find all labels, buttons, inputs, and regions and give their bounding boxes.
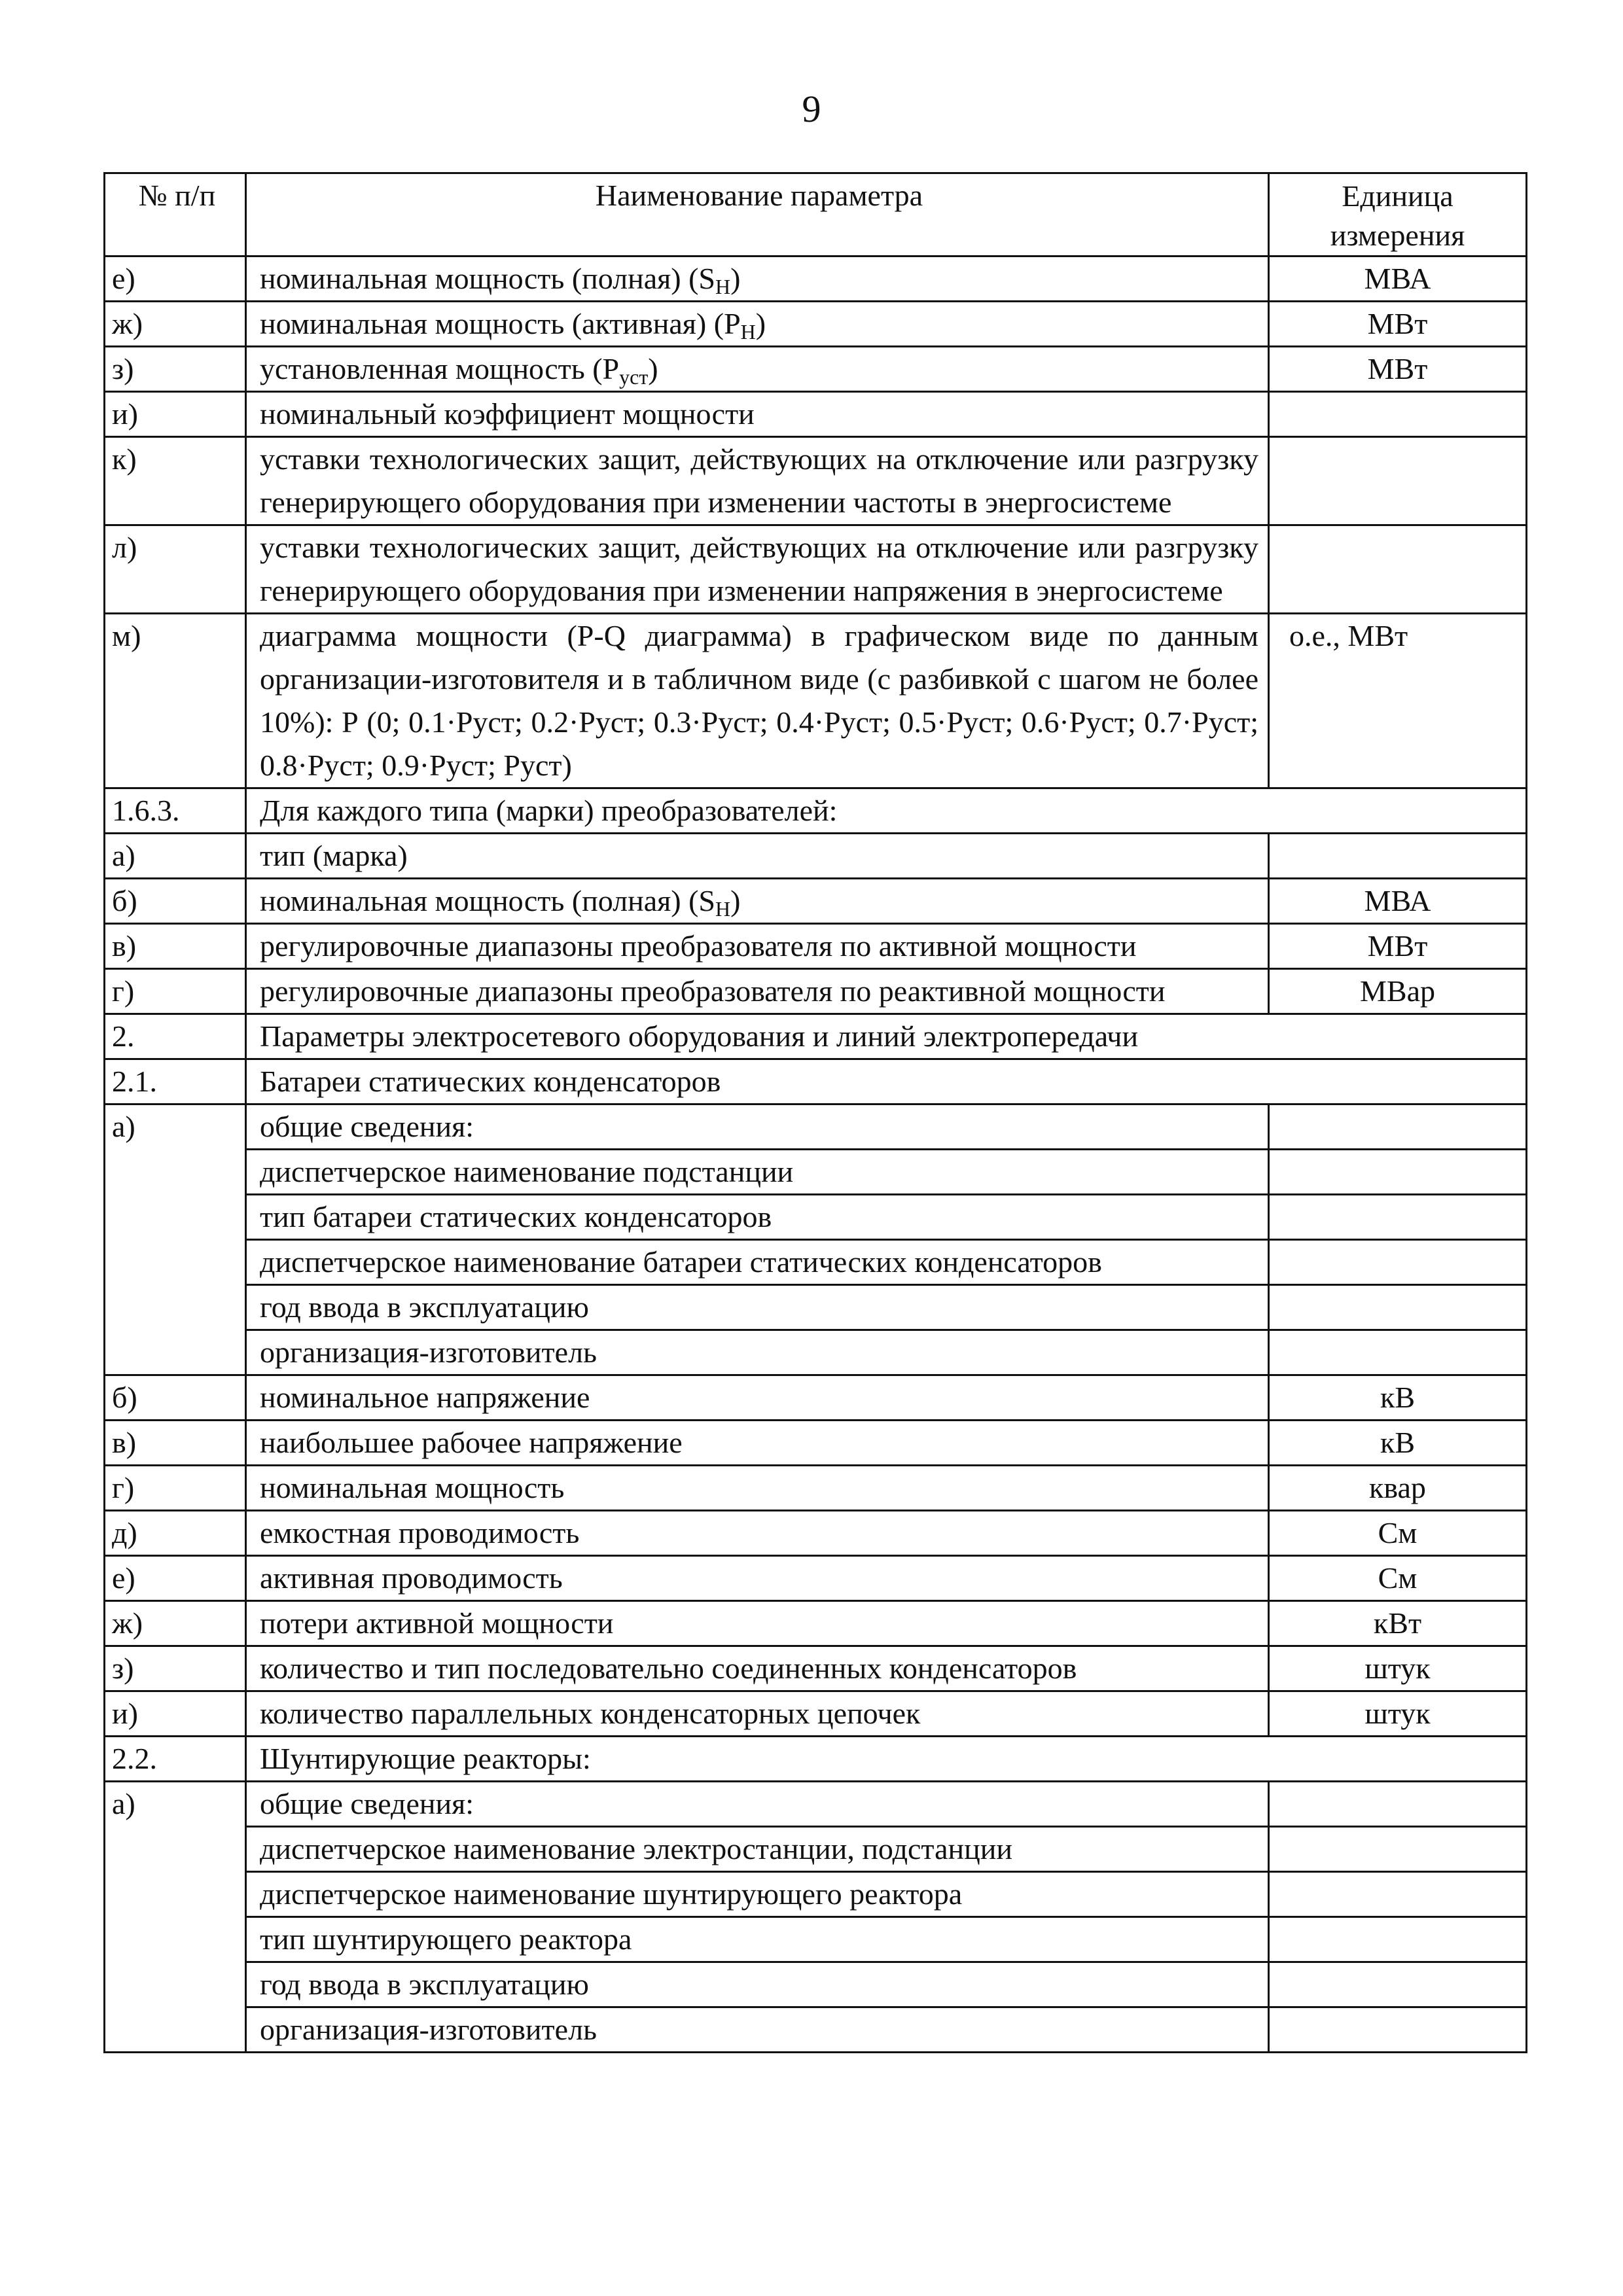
row-name: общие сведения:	[246, 1104, 1269, 1150]
section-row	[105, 1059, 1527, 1104]
row-num: е)	[105, 256, 246, 302]
row-name-sub: Н	[715, 897, 731, 921]
row-name	[246, 302, 1269, 347]
row-name-text: установленная мощность (P	[260, 352, 620, 385]
section-num: 1.6.3.	[105, 788, 246, 834]
row-name: организация-изготовитель	[246, 2007, 1269, 2053]
table-row	[105, 1466, 1527, 1511]
row-unit: кВт	[1269, 1601, 1527, 1646]
table-row	[105, 1962, 1527, 2007]
row-num: в)	[105, 924, 246, 969]
row-name: наибольшее рабочее напряжение	[246, 1421, 1269, 1466]
row-name: диспетчерское наименование электростанции, подстанции	[246, 1827, 1269, 1872]
row-num: б)	[105, 1375, 246, 1421]
row-unit: См	[1269, 1556, 1527, 1601]
row-num: з)	[105, 1646, 246, 1691]
table-row	[105, 1601, 1527, 1646]
row-name: количество параллельных конденсаторных цепочек	[246, 1691, 1269, 1737]
table-header-row	[105, 173, 1527, 256]
header-unit-line2: измерения	[1330, 219, 1465, 252]
table-row	[105, 1195, 1527, 1240]
row-name-sub: Н	[740, 320, 756, 344]
table-row	[105, 392, 1527, 437]
table-row	[105, 1375, 1527, 1421]
table-row	[105, 924, 1527, 969]
row-name: номинальное напряжение	[246, 1375, 1269, 1421]
section-title: Шунтирующие реакторы:	[246, 1737, 1527, 1782]
row-unit	[1269, 1104, 1527, 1150]
row-unit	[1269, 1195, 1527, 1240]
section-row	[105, 788, 1527, 834]
row-name	[246, 879, 1269, 924]
row-name: потери активной мощности	[246, 1601, 1269, 1646]
row-name-tail: )	[730, 262, 741, 295]
table-row	[105, 1646, 1527, 1691]
row-name	[246, 347, 1269, 392]
row-num: г)	[105, 1466, 246, 1511]
row-num: а)	[105, 1104, 246, 1375]
row-name: диспетчерское наименование батареи статических конденсаторов	[246, 1240, 1269, 1285]
section-row	[105, 1737, 1527, 1782]
row-name-tail: )	[730, 884, 741, 917]
header-num: № п/п	[105, 173, 246, 256]
row-name: номинальная мощность	[246, 1466, 1269, 1511]
row-unit	[1269, 1330, 1527, 1375]
row-name: тип (марка)	[246, 834, 1269, 879]
table-row	[105, 969, 1527, 1014]
row-unit: кВ	[1269, 1421, 1527, 1466]
row-unit	[1269, 1917, 1527, 1962]
table-row	[105, 302, 1527, 347]
table-row	[105, 1330, 1527, 1375]
table-row	[105, 1285, 1527, 1330]
row-num: к)	[105, 437, 246, 525]
row-name: диспетчерское наименование шунтирующего реактора	[246, 1872, 1269, 1917]
row-name: год ввода в эксплуатацию	[246, 1285, 1269, 1330]
row-unit: МВА	[1269, 879, 1527, 924]
row-name-tail: )	[755, 307, 766, 340]
table-row	[105, 614, 1527, 788]
row-unit: квар	[1269, 1466, 1527, 1511]
row-name: уставки технологических защит, действующих на отключение или разгрузку генерирующего оборудования при изменении напряжения в энергосистеме	[246, 525, 1269, 614]
row-unit: МВар	[1269, 969, 1527, 1014]
table-row	[105, 256, 1527, 302]
parameters-table	[103, 172, 1527, 2053]
row-unit: МВт	[1269, 302, 1527, 347]
row-num: в)	[105, 1421, 246, 1466]
section-title: Батареи статических конденсаторов	[246, 1059, 1527, 1104]
row-unit	[1269, 1962, 1527, 2007]
row-num: и)	[105, 1691, 246, 1737]
row-unit	[1269, 1240, 1527, 1285]
row-name-tail: )	[648, 352, 658, 385]
row-num: г)	[105, 969, 246, 1014]
row-unit: кВ	[1269, 1375, 1527, 1421]
row-unit: МВт	[1269, 347, 1527, 392]
row-num: и)	[105, 392, 246, 437]
row-num: а)	[105, 834, 246, 879]
row-unit	[1269, 525, 1527, 614]
table-row	[105, 2007, 1527, 2053]
table-row	[105, 525, 1527, 614]
row-name: организация-изготовитель	[246, 1330, 1269, 1375]
row-num: ж)	[105, 1601, 246, 1646]
section-title: Параметры электросетевого оборудования и линий электропередачи	[246, 1014, 1527, 1059]
table-row	[105, 879, 1527, 924]
table-row	[105, 1240, 1527, 1285]
row-name: год ввода в эксплуатацию	[246, 1962, 1269, 2007]
row-name: диаграмма мощности (P-Q диаграмма) в графическом виде по данным организации-изготовителя и в табличном виде (с разбивкой с шагом не более 10%): Р (0; 0.1·Руст; 0.2·Руст; 0.3·Руст; 0.4·Руст; 0.5·Руст; 0.6·Руст; 0.7·Руст; 0.8·Руст; 0.9·Руст; Руст)	[246, 614, 1269, 788]
section-num: 2.1.	[105, 1059, 246, 1104]
row-unit: МВт	[1269, 924, 1527, 969]
row-unit	[1269, 1285, 1527, 1330]
header-name: Наименование параметра	[246, 173, 1269, 256]
row-unit	[1269, 1872, 1527, 1917]
row-unit	[1269, 1150, 1527, 1195]
table-row	[105, 1827, 1527, 1872]
row-unit	[1269, 437, 1527, 525]
table-row	[105, 1150, 1527, 1195]
row-num: з)	[105, 347, 246, 392]
row-name-text: номинальная мощность (активная) (P	[260, 307, 741, 340]
table-row	[105, 1421, 1527, 1466]
row-unit	[1269, 392, 1527, 437]
table-row	[105, 437, 1527, 525]
table-row	[105, 1872, 1527, 1917]
row-name: количество и тип последовательно соединенных конденсаторов	[246, 1646, 1269, 1691]
row-name-sub: уст	[619, 365, 649, 389]
row-unit	[1269, 834, 1527, 879]
row-num: ж)	[105, 302, 246, 347]
row-num: м)	[105, 614, 246, 788]
row-num: а)	[105, 1782, 246, 2053]
row-name	[246, 256, 1269, 302]
row-unit: См	[1269, 1511, 1527, 1556]
row-name: активная проводимость	[246, 1556, 1269, 1601]
header-unit	[1269, 173, 1527, 256]
table-row	[105, 1556, 1527, 1601]
row-unit: МВА	[1269, 256, 1527, 302]
row-num: б)	[105, 879, 246, 924]
section-num: 2.	[105, 1014, 246, 1059]
table-row	[105, 1782, 1527, 1827]
table-row	[105, 1104, 1527, 1150]
row-unit: о.е., МВт	[1269, 614, 1527, 788]
row-unit: штук	[1269, 1691, 1527, 1737]
row-name: общие сведения:	[246, 1782, 1269, 1827]
row-unit	[1269, 1827, 1527, 1872]
row-name: емкостная проводимость	[246, 1511, 1269, 1556]
row-name: уставки технологических защит, действующих на отключение или разгрузку генерирующего оборудования при изменении частоты в энергосистеме	[246, 437, 1269, 525]
table-row	[105, 1511, 1527, 1556]
row-unit	[1269, 1782, 1527, 1827]
page-number: 9	[802, 88, 821, 130]
row-name: тип шунтирующего реактора	[246, 1917, 1269, 1962]
row-name-sub: Н	[715, 275, 731, 298]
row-name: регулировочные диапазоны преобразователя по реактивной мощности	[246, 969, 1269, 1014]
row-num: д)	[105, 1511, 246, 1556]
row-unit	[1269, 2007, 1527, 2053]
row-name-text: номинальная мощность (полная) (S	[260, 262, 716, 295]
row-name: регулировочные диапазоны преобразователя по активной мощности	[246, 924, 1269, 969]
row-unit: штук	[1269, 1646, 1527, 1691]
row-num: л)	[105, 525, 246, 614]
table-row	[105, 834, 1527, 879]
section-title: Для каждого типа (марки) преобразователей:	[246, 788, 1527, 834]
row-name: номинальный коэффициент мощности	[246, 392, 1269, 437]
row-name: тип батареи статических конденсаторов	[246, 1195, 1269, 1240]
section-num: 2.2.	[105, 1737, 246, 1782]
row-num: е)	[105, 1556, 246, 1601]
section-row	[105, 1014, 1527, 1059]
row-name: диспетчерское наименование подстанции	[246, 1150, 1269, 1195]
table-row	[105, 1691, 1527, 1737]
table-row	[105, 1917, 1527, 1962]
header-unit-line1: Единица	[1342, 179, 1454, 213]
table-row	[105, 347, 1527, 392]
row-name-text: номинальная мощность (полная) (S	[260, 884, 716, 917]
